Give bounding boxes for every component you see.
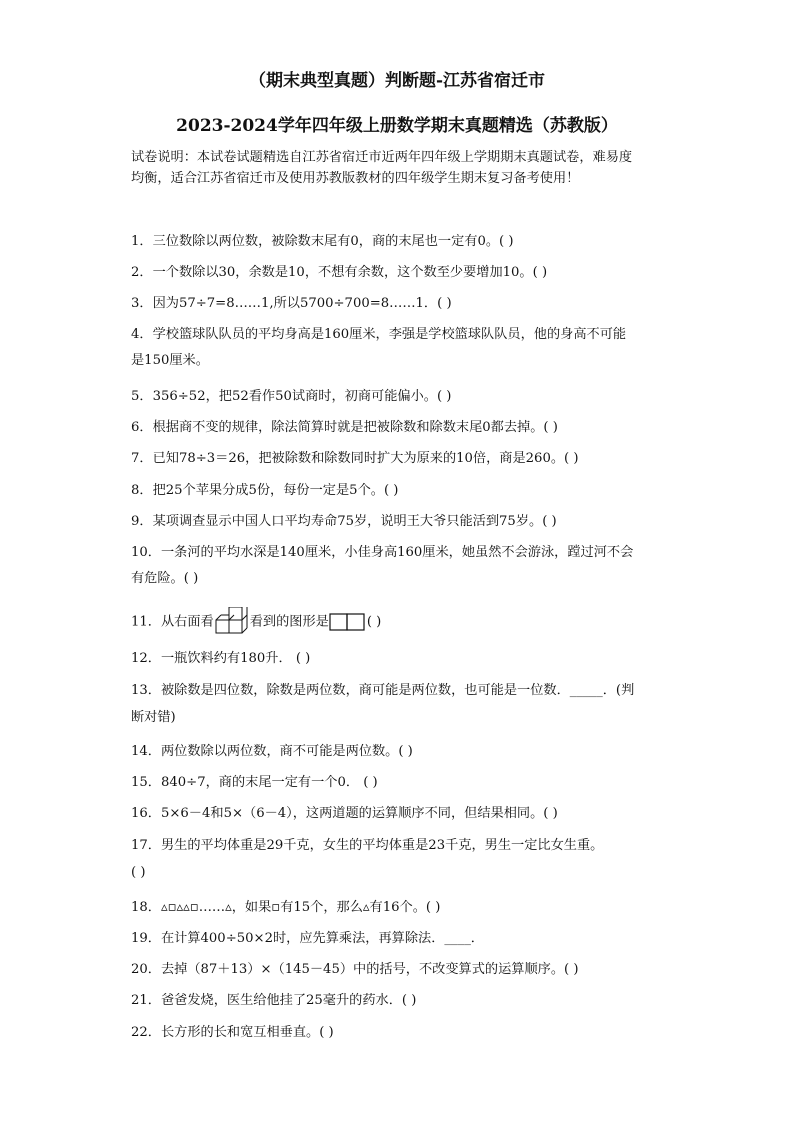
question-21: 21．爸爸发烧，医生给他挂了25毫升的药水．( ) (131, 993, 417, 1008)
question-16: 16．5×6－4和5×（6－4），这两道题的运算顺序不同，但结果相同。( ) (131, 806, 558, 821)
two-squares-figure (329, 612, 367, 632)
question-5: 5．356÷52，把52看作50试商时，初商可能偏小。( ) (131, 389, 452, 404)
exam-instructions (131, 147, 671, 189)
question-6: 6．根据商不变的规律，除法简算时就是把被除数和除数末尾0都去掉。( ) (131, 420, 558, 435)
question-19: 19．在计算400÷50×2时，应先算乘法，再算除法．____． (131, 931, 484, 946)
question-13 (131, 677, 671, 731)
question-13-line-1: 13．被除数是四位数，除数是两位数，商可能是两位数，也可能是一位数．_____．(判 (131, 683, 635, 698)
question-11-prefix: 11．从右面看 (131, 614, 214, 630)
page-subtitle: 2023-2024学年四年级上册数学期末真题精选（苏教版） (176, 116, 618, 136)
question-2: 2．一个数除以30，余数是10，不想有余数，这个数至少要增加10。( ) (131, 265, 548, 280)
question-11-answer-paren: ( ) (366, 614, 382, 630)
question-11 (131, 607, 671, 637)
cube-stack-figure (214, 607, 250, 637)
question-17-line-1: 17．男生的平均体重是29千克，女生的平均体重是23千克，男生一定比女生重。 (131, 838, 604, 853)
question-14: 14．两位数除以两位数，商不可能是两位数。( ) (131, 744, 413, 759)
question-18: 18．▵▫▵▵▫……▵，如果▫有15个，那么▵有16个。( ) (131, 900, 441, 915)
question-10-line-1: 10．一条河的平均水深是140厘米，小佳身高160厘米，她虽然不会游泳，蹚过河不会 (131, 545, 634, 560)
question-20: 20．去掉（87＋13）×（145－45）中的括号，不改变算式的运算顺序。( ) (131, 962, 579, 977)
question-12: 12．一瓶饮料约有180升． ( ) (131, 651, 311, 666)
question-4-line-2: 是150厘米。 (131, 353, 209, 368)
question-4-line-1: 4．学校篮球队队员的平均身高是160厘米，李强是学校篮球队队员，他的身高不可能 (131, 327, 627, 342)
question-17-line-2: ( ) (131, 865, 146, 880)
question-17 (131, 832, 671, 886)
question-13-line-2: 断对错) (131, 710, 176, 725)
instructions-line-2: 均衡，适合江苏省宿迁市及使用苏教版教材的四年级学生期末复习备考使用！ (131, 171, 580, 186)
question-11-middle: 看到的图形是 (249, 614, 329, 630)
question-4 (131, 322, 671, 374)
question-3: 3．因为57÷7=8……1,所以5700÷700=8……1．( ) (131, 296, 452, 311)
question-22: 22．长方形的长和宽互相垂直。( ) (131, 1025, 334, 1040)
page-title: （期末典型真题）判断题-江苏省宿迁市 (248, 71, 546, 91)
question-9: 9．某项调查显示中国人口平均寿命75岁，说明王大爷只能活到75岁。( ) (131, 514, 557, 529)
question-8: 8．把25个苹果分成5份，每份一定是5个。( ) (131, 483, 399, 498)
question-15: 15．840÷7，商的末尾一定有一个0． ( ) (131, 775, 378, 790)
instructions-line-1: 试卷说明：本试卷试题精选自江苏省宿迁市近两年四年级上学期期末真题试卷，难易度 (131, 150, 633, 165)
question-10-line-2: 有危险。( ) (131, 571, 199, 586)
question-7: 7．已知78÷3＝26，把被除数和除数同时扩大为原来的10倍，商是260。( ) (131, 451, 579, 466)
question-10 (131, 540, 671, 592)
question-1: 1．三位数除以两位数，被除数末尾有0，商的末尾也一定有0。( ) (131, 234, 514, 249)
